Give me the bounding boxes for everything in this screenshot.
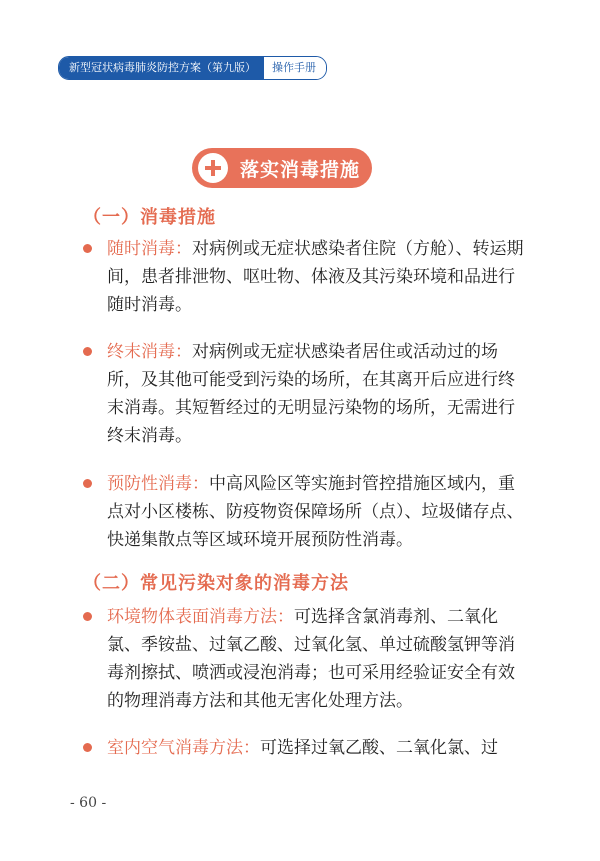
book-title: 新型冠状病毒肺炎防控方案（第九版）	[59, 57, 264, 79]
list-item-text: 对病例或无症状感染者居住或活动过的场所，及其他可能受到污染的场所，在其离开后应进行终末消毒。其短暂经过的无明显污染物的场所，无需进行终末消毒。	[107, 342, 515, 446]
list-item-term: 终末消毒：	[107, 342, 192, 362]
list-item-text: 中高风险区等实施封管控措施区域内，重点对小区楼栋、防疫物资保障场所（点）、垃圾储存点、快递集散点等区域环境开展预防性消毒。	[107, 474, 524, 550]
list-item-term: 室内空气消毒方法：	[107, 738, 260, 758]
subsection-1-heading: （一）消毒措施	[83, 207, 216, 228]
list-item-term: 环境物体表面消毒方法：	[107, 607, 294, 627]
list-item-text: 可选择过氧乙酸、二氧化氯、过	[260, 738, 498, 758]
bullet-dot-icon	[83, 612, 92, 621]
bullet-dot-icon	[83, 479, 92, 488]
list-item	[107, 470, 527, 554]
manual-label: 操作手册	[264, 57, 326, 79]
bullet-dot-icon	[83, 347, 92, 356]
list-item-term: 预防性消毒：	[107, 474, 209, 494]
section-banner	[192, 148, 372, 188]
list-item-text: 可选择含氯消毒剂、二氧化氯、季铵盐、过氧乙酸、过氧化氢、单过硫酸氢钾等消毒剂擦拭、喷洒或浸泡消毒；也可采用经验证安全有效的物理消毒方法和其他无害化处理方法。	[107, 607, 515, 711]
list-item-text: 对病例或无症状感染者住院（方舱）、转运期间，患者排泄物、呕吐物、体液及其污染环境和品进行随时消毒。	[107, 239, 524, 315]
bullet-dot-icon	[83, 244, 92, 253]
list-item	[107, 235, 527, 319]
list-item	[107, 603, 527, 715]
running-header	[58, 56, 327, 80]
list-item	[107, 338, 527, 450]
list-item-term: 随时消毒：	[107, 239, 192, 259]
page-number: - 60 -	[70, 795, 107, 811]
bullet-dot-icon	[83, 743, 92, 752]
subsection-2-heading: （二）常见污染对象的消毒方法	[83, 573, 349, 594]
list-item	[107, 734, 527, 762]
plus-icon	[198, 153, 228, 183]
section-title: 落实消毒措施	[240, 158, 361, 181]
